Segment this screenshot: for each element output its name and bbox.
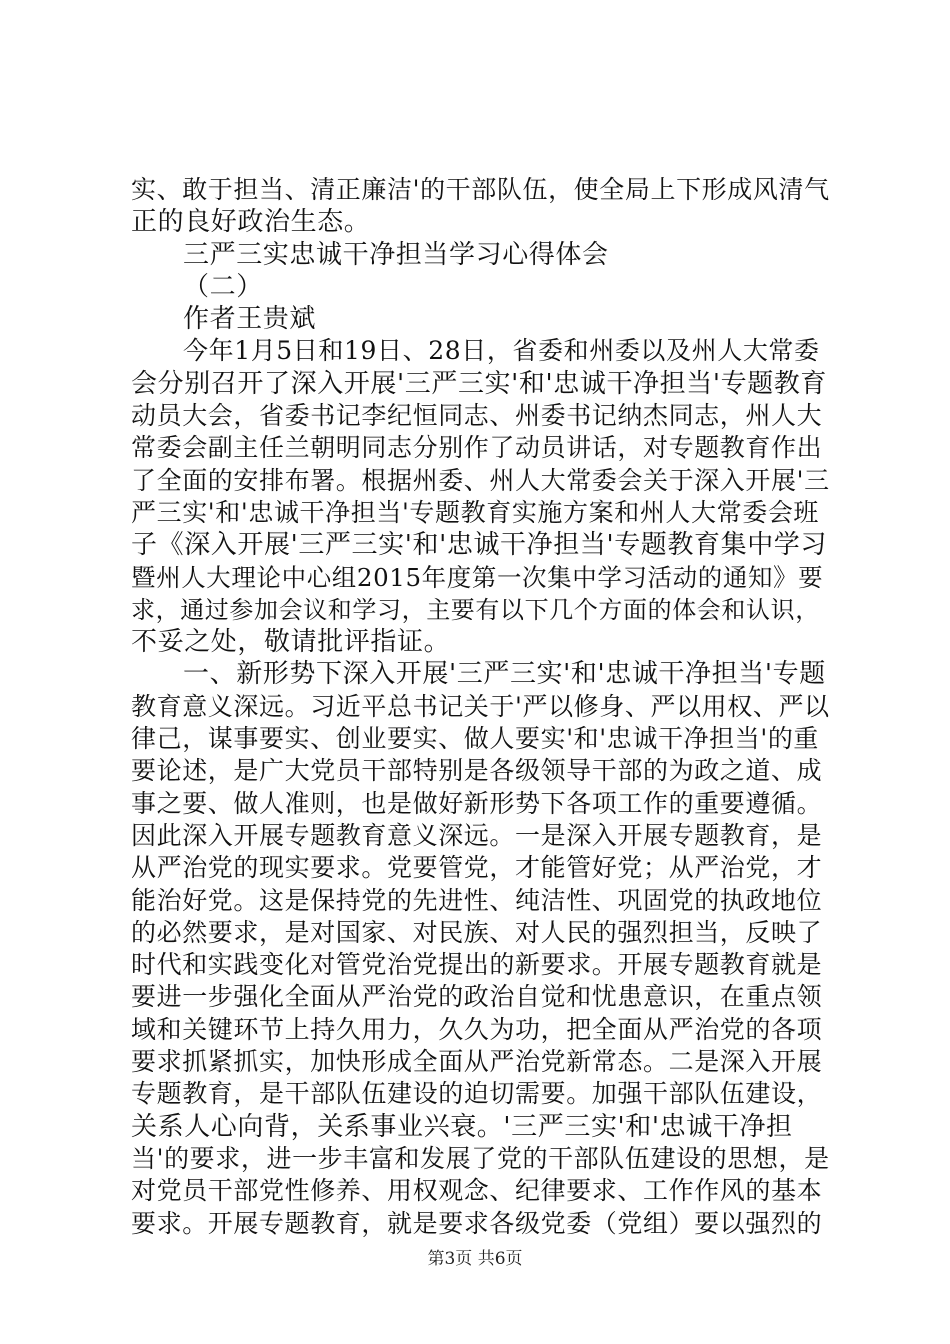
text-line: 事之要、做人准则，也是做好新形势下各项工作的重要遵循。 [131,788,823,818]
text-line: 动员大会，省委书记李纪恒同志、州委书记纳杰同志，州人大 [131,401,823,431]
text-line: 对党员干部党性修养、用权观念、纪律要求、工作作风的基本 [131,1176,823,1206]
text-line: 正的良好政治生态。 [131,207,371,238]
text-line: 教育意义深远。习近平总书记关于'严以修身、严以用权、严以 [131,691,830,721]
text-line: 要求抓紧抓实，加快形成全面从严治党新常态。二是深入开展 [131,1047,823,1077]
text-line: 子《深入开展'三严三实'和'忠诚干净担当'专题教育集中学习 [131,530,827,561]
text-line: 常委会副主任兰朝明同志分别作了动员讲话，对专题教育作出 [131,433,823,463]
text-line: 实、敢于担当、清正廉洁'的干部队伍，使全局上下形成风清气 [131,175,830,204]
text-line: 关系人心向背，关系事业兴衰。'三严三实'和'忠诚干净担 [131,1111,793,1142]
text-line: 当'的要求，进一步丰富和发展了党的干部队伍建设的思想，是 [131,1143,830,1173]
text-line: 要进一步强化全面从严治党的政治自觉和忧患意识，在重点领 [131,982,823,1012]
text-line: 要求。开展专题教育，就是要求各级党委（党组）要以强烈的 [131,1208,823,1238]
text-line: 能治好党。这是保持党的先进性、纯洁性、巩固党的执政地位 [131,885,823,915]
text-line: 域和关键环节上持久用力，久久为功，把全面从严治党的各项 [131,1014,823,1044]
text-line: 今年1月5日和19日、28日，省委和州委以及州人大常委 [183,336,820,366]
text-line: 从严治党的现实要求。党要管党，才能管好党；从严治党，才 [131,853,823,883]
text-line: 求，通过参加会议和学习，主要有以下几个方面的体会和认识， [131,595,820,624]
text-line: 律己，谋事要实、创业要实、做人要实'和'忠诚干净担当'的重 [131,724,820,754]
text-line: 了全面的安排布署。根据州委、州人大常委会关于深入开展'三 [131,465,830,495]
text-line: 暨州人大理论中心组2015年度第一次集中学习活动的通知》要 [131,562,824,592]
text-line: 时代和实践变化对管党治党提出的新要求。开展专题教育就是 [131,950,823,980]
text-line: 会分别召开了深入开展'三严三实'和'忠诚干净担当'专题教育 [131,368,827,399]
text-line: 三严三实忠诚干净担当学习心得体会 [183,239,609,270]
text-line: 一、新形势下深入开展'三严三实'和'忠诚干净担当'专题 [183,659,826,690]
text-line: 严三实'和'忠诚干净担当'专题教育实施方案和州人大常委会班 [131,497,820,527]
page-footer: 第3页 共6页 [427,1249,523,1269]
text-line: 专题教育，是干部队伍建设的迫切需要。加强干部队伍建设， [131,1079,823,1109]
text-line: 因此深入开展专题教育意义深远。一是深入开展专题教育，是 [131,820,823,850]
text-line: 作者王贵斌 [183,304,317,335]
text-line: 的必然要求，是对国家、对民族、对人民的强烈担当，反映了 [131,917,823,947]
text-line: 要论述，是广大党员干部特别是各级领导干部的为政之道、成 [131,756,823,786]
text-line: 不妥之处，敬请批评指证。 [131,627,451,658]
document-body [131,174,831,1240]
text-line: （二） [183,271,263,302]
